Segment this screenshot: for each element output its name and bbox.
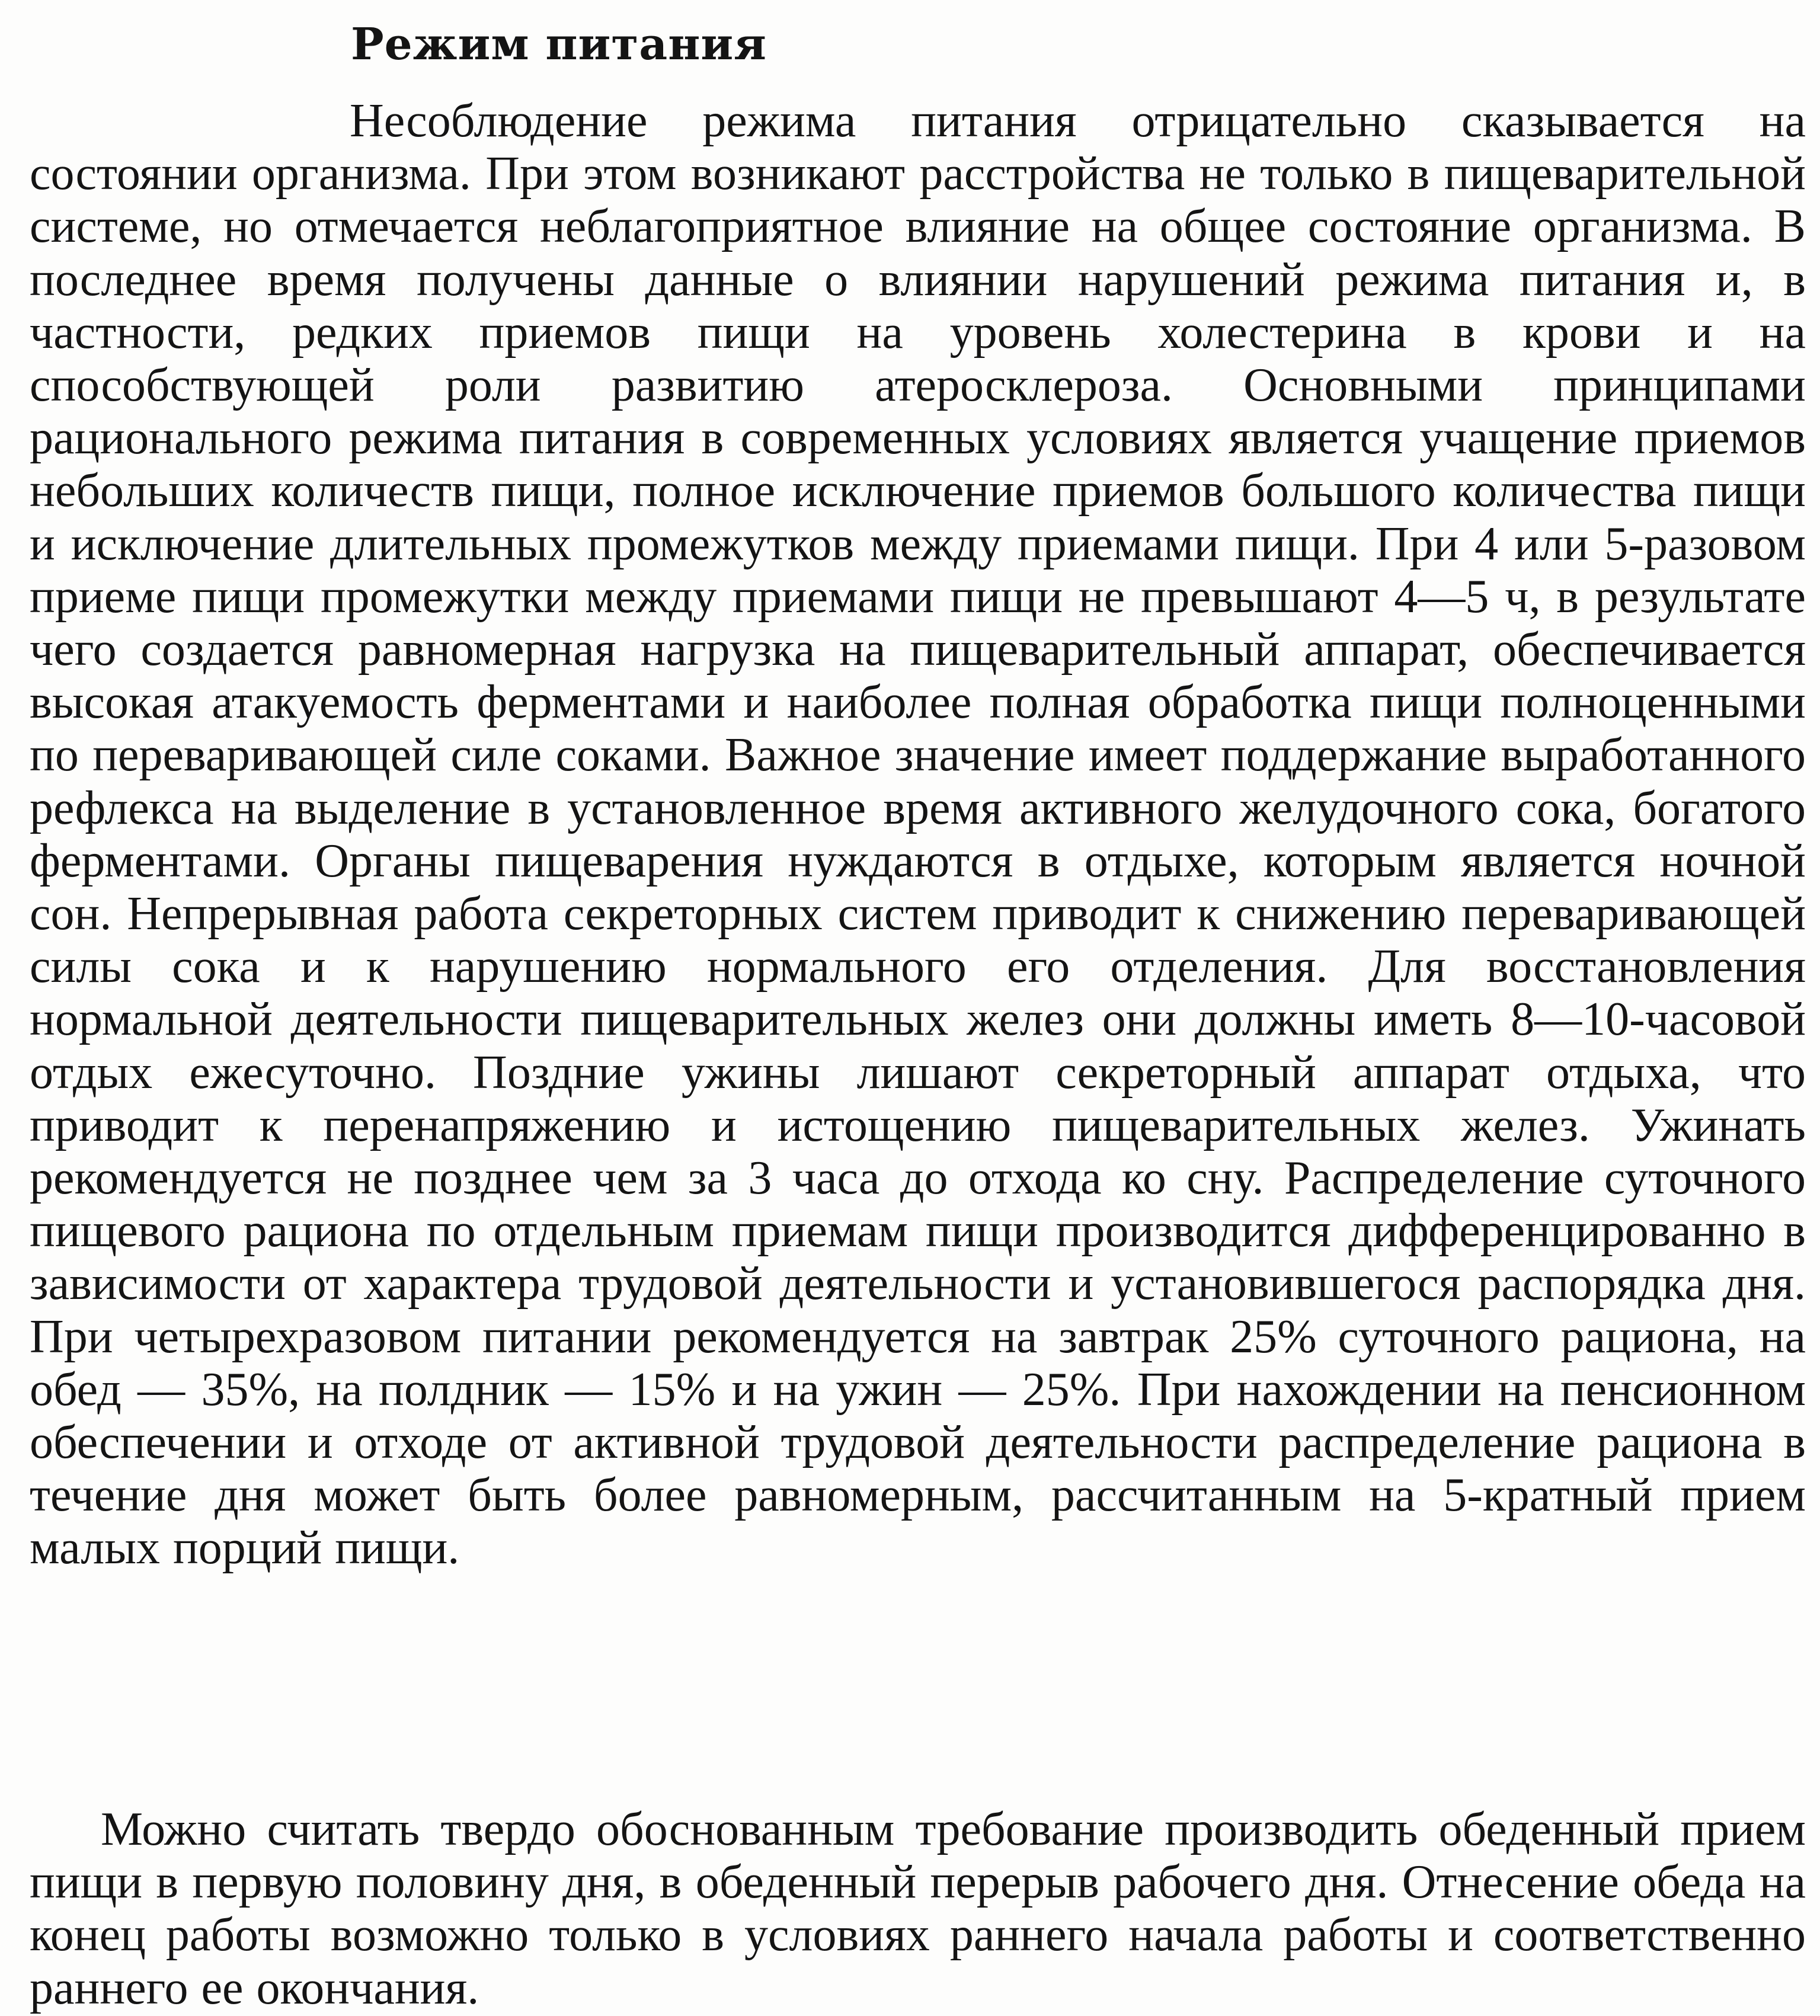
- section-heading: Режим питания: [351, 19, 767, 70]
- body-paragraph-2: Можно считать твердо обоснованным требование производить обеденный прием пищи в первую половину дня, в обеденный перерыв рабочего дня. Отнесение обеда на конец работы возможно только в условиях раннего начала работы и соответственно раннего ее окончания.: [30, 1803, 1806, 2014]
- body-paragraph-1: Несоблюдение режима питания отрицательно сказывается на состоянии организма. При этом возникают расстройства не только в пищеварительной системе, но отмечается неблагоприятное влияние на общее состояние организма. В последнее время получены данные о влиянии нарушений режима питания и, в частности, редких приемов пищи на уровень холестерина в крови и на способствующей роли развитию атеросклероза. Основными принципами рационального режима питания в современных условиях является учащение приемов небольших количеств пищи, полное исключение приемов большого количества пищи и исключение длительных промежутков между приемами пищи. При 4 или 5-разовом приеме пищи промежутки между приемами пищи не превышают 4—5 ч, в результате чего создается равномерная нагрузка на пищеварительный аппарат, обеспечивается высокая атакуемость ферментами и наиболее полная обработка пищи полноценными по переваривающей силе соками. Важное значение имеет поддержание выработанного рефлекса на выделение в установленное время активного желудочного сока, богатого ферментами. Органы пищеварения нуждаются в отдыхе, которым является ночной сон. Непрерывная работа секреторных систем приводит к снижению переваривающей силы сока и к нарушению нормального его отделения. Для восстановления нормальной деятельности пищеварительных желез они должны иметь 8—10-часовой отдых ежесуточно. Поздние ужины лишают секреторный аппарат отдыха, что приводит к перенапряжению и истощению пищеварительных желез. Ужинать рекомендуется не позднее чем за 3 часа до отхода ко сну. Распределение суточного пищевого рациона по отдельным приемам пищи производится дифференцированно в зависимости от характера трудовой деятельности и установившегося распорядка дня. При четырехразовом питании рекомендуется на завтрак 25% суточного рациона, на обед — 35%, на полдник — 15% и на ужин — 25%. При нахождении на пенсионном обеспечении и отходе от активной трудовой деятельности распределение рациона в течение дня может быть более равномерным, рассчитанным на 5-кратный прием малых порций пищи.: [30, 95, 1806, 1575]
